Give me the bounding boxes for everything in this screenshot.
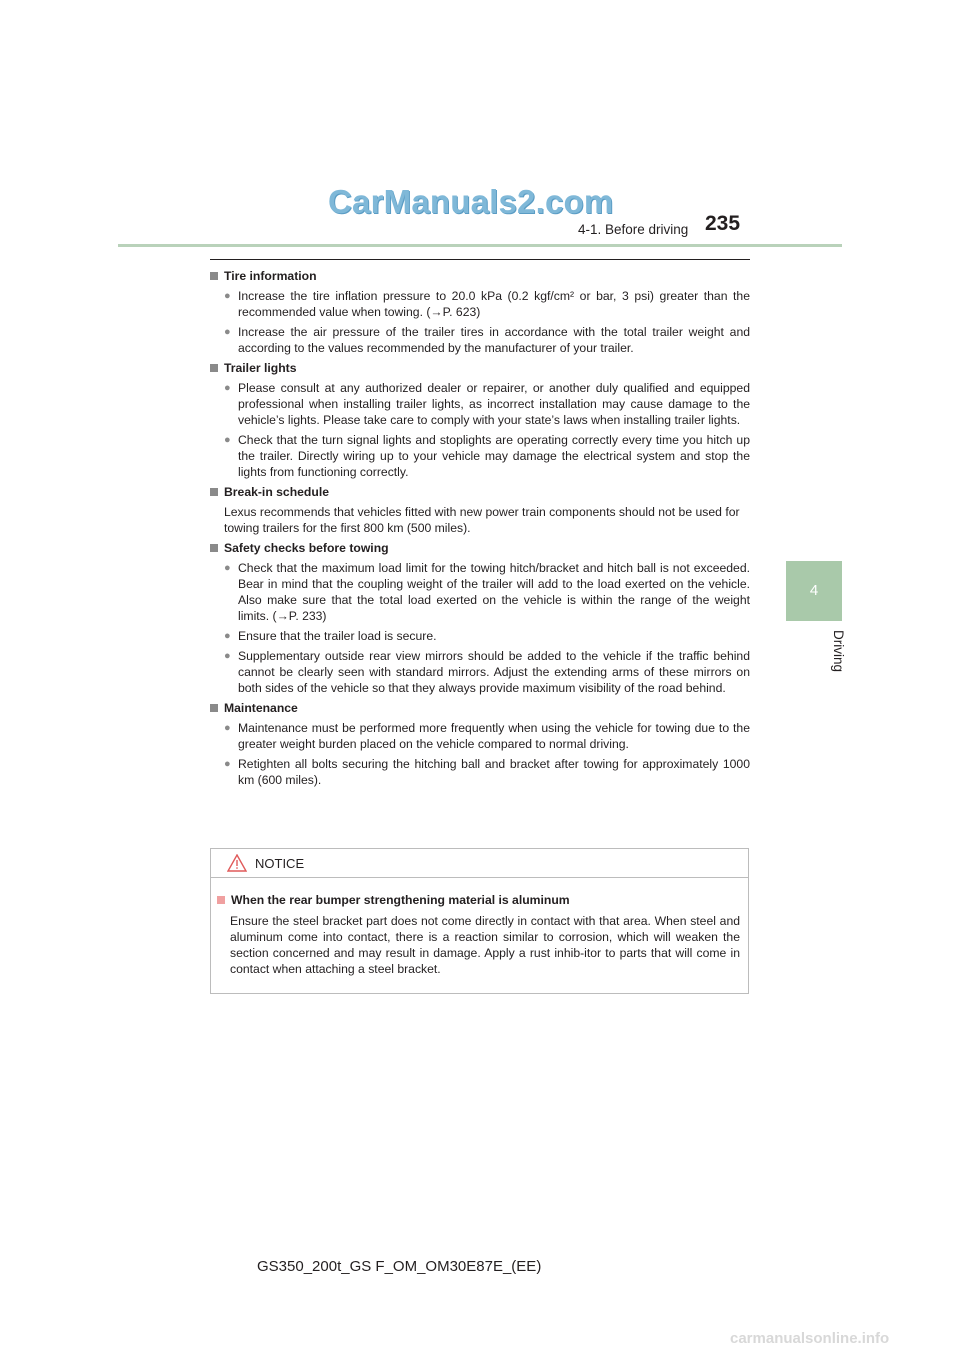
warning-triangle-icon [227,854,247,872]
section-maintenance [210,700,750,788]
section-heading: Maintenance [210,700,750,716]
list-item: ● Check that the maximum load limit for the towing hitch/bracket and hitch ball is not exceeded. Bear in mind that the coupling weight of the trailer will add to the load exerted on the vehicle. Also make sure that the total load exerted on the vehicle is within the range of the weight limits. (→P. 233) [224,561,750,623]
section-heading: Trailer lights [210,360,750,376]
section-break-in-schedule [210,484,750,536]
notice-text: Ensure the steel bracket part does not come directly in contact with that area. When steel and aluminum come into contact, there is a reaction similar to corrosion, which will weaken the section concerned and may result in damage. Apply a rust inhib-itor to parts that will come in contact when attaching a steel bracket. [230,914,740,976]
header-section-title: 4-1. Before driving [578,222,689,237]
watermark-footer: carmanualsonline.info [730,1330,890,1347]
chapter-tab[interactable]: 4 [786,561,842,621]
circle-bullet-icon: ● [224,434,231,446]
list-item: ● Increase the tire inflation pressure to 20.0 kPa (0.2 kgf/cm² or bar, 3 psi) greater than the recommended value when towing. (→P. 623) [224,289,750,319]
notice-title: When the rear bumper strengthening material is aluminum [217,892,740,908]
circle-bullet-icon: ● [224,650,231,662]
content-divider [210,259,750,260]
watermark-logo: CarManuals2.com [328,183,614,220]
circle-bullet-icon: ● [224,326,231,338]
square-bullet-icon [210,488,218,496]
section-heading: Tire information [210,268,750,284]
square-bullet-icon [210,364,218,372]
notice-header [211,849,748,878]
notice-body [211,878,748,977]
main-content [210,268,750,788]
square-bullet-icon [210,704,218,712]
circle-bullet-icon: ● [224,630,231,642]
circle-bullet-icon: ● [224,758,231,770]
list-item: ● Retighten all bolts securing the hitching ball and bracket after towing for approximately 1000 km (600 miles). [224,757,750,787]
page-number: 235 [705,212,741,235]
circle-bullet-icon: ● [224,722,231,734]
notice-box [210,848,749,994]
notice-label: NOTICE [255,855,305,871]
circle-bullet-icon: ● [224,382,231,394]
circle-bullet-icon: ● [224,562,231,574]
section-heading: Safety checks before towing [210,540,750,556]
list-item: ● Ensure that the trailer load is secure. [224,629,437,643]
section-trailer-lights [210,360,750,480]
section-heading: Break-in schedule [210,484,750,500]
list-item: ● Increase the air pressure of the trailer tires in accordance with the total trailer weight and according to the values recommended by the manufacturer of your trailer. [224,325,750,355]
list-item: ● Check that the turn signal lights and stoplights are operating correctly every time you hitch up the trailer. Directly wiring up to your vehicle may damage the electrical system and stop the lights from functioning correctly. [224,433,750,479]
section-paragraph: Lexus recommends that vehicles fitted with new power train components should not be used for towing trailers for the first 800 km (500 miles). [224,505,740,535]
list-item: ● Please consult at any authorized dealer or repairer, or another duly qualified and equipped professional when installing trailer lights, as incorrect installation may cause damage to the vehicle’s lights. Please take care to comply with your state’s laws when installing trailer lights. [224,381,750,427]
section-safety-checks [210,540,750,696]
document-code: GS350_200t_GS F_OM_OM30E87E_(EE) [257,1258,542,1275]
chapter-label: Driving [831,630,846,673]
square-bullet-icon [210,272,218,280]
section-tire-information [210,268,750,356]
header-divider [118,244,842,247]
circle-bullet-icon: ● [224,290,231,302]
list-item: ● Supplementary outside rear view mirrors should be added to the vehicle if the traffic behind cannot be clearly seen with standard mirrors. Adjust the extending arms of these mirrors on both sides of the vehicle so that they always provide maximum visibility of the road behind. [224,649,750,695]
square-bullet-icon [217,896,225,904]
square-bullet-icon [210,544,218,552]
list-item: ● Maintenance must be performed more frequently when using the vehicle for towing due to the greater weight burden placed on the vehicle compared to normal driving. [224,721,750,751]
